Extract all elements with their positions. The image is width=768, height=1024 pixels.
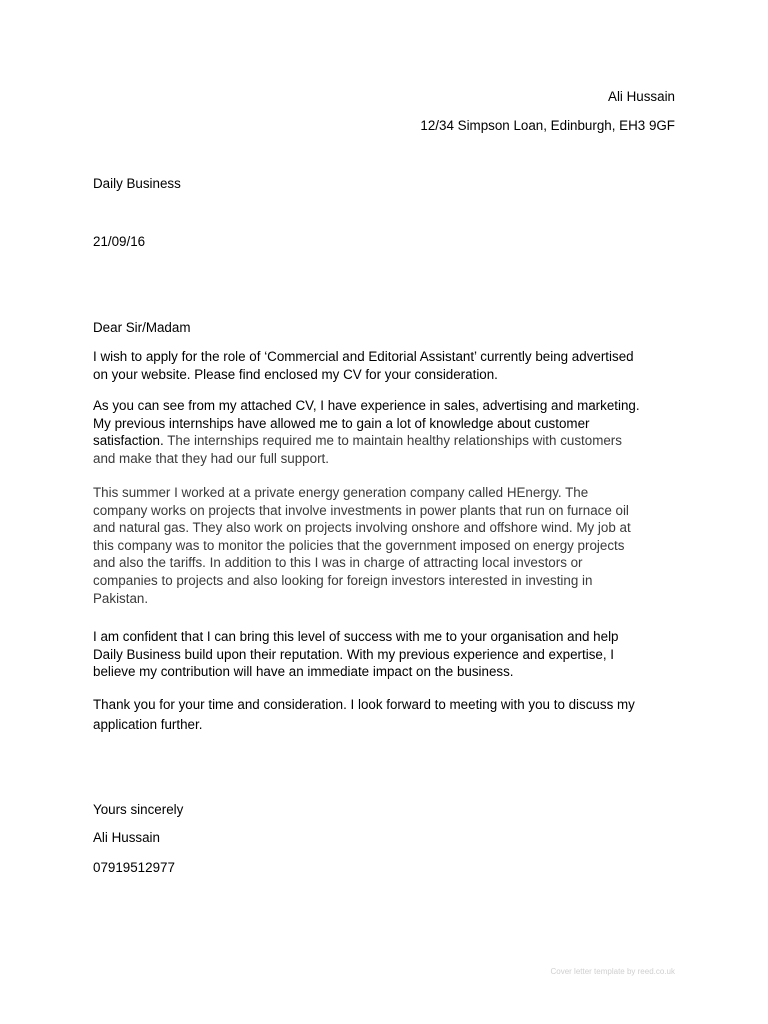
paragraph-line: satisfaction. [93, 433, 164, 449]
paragraph-line-mixed [93, 432, 683, 450]
paragraph-line: This summer I worked at a private energy generation company called HEnergy. The [93, 485, 589, 500]
paragraph-line: I am confident that I can bring this level of success with me to your organisation and help [93, 629, 619, 644]
paragraph-line: Daily Business build upon their reputation. With my previous experience and expertise, I [93, 646, 615, 662]
paragraph-line: company works on projects that involve investments in power plants that run on furnace oil [93, 502, 629, 518]
salutation: Dear Sir/Madam [93, 320, 191, 335]
paragraph-1 [93, 348, 683, 383]
paragraph-line: and natural gas. They also work on projects involving onshore and offshore wind. My job at [93, 520, 631, 536]
paragraph-2 [93, 397, 683, 467]
paragraph-line: and also the tariffs. In addition to this I was in charge of attracting local investors or [93, 555, 583, 571]
recipient-company: Daily Business [93, 176, 181, 191]
paragraph-line: Thank you for your time and consideration. I look forward to meeting with you to discuss my [93, 697, 635, 712]
paragraph-line: Pakistan. [93, 590, 149, 606]
paragraph-line: The internships required me to maintain healthy relationships with customers [167, 433, 622, 449]
closing-signoff: Yours sincerely [93, 802, 184, 817]
paragraph-line: My previous internships have allowed me to gain a lot of knowledge about customer [93, 415, 590, 431]
sender-address: 12/34 Simpson Loan, Edinburgh, EH3 9GF [420, 118, 675, 133]
letter-date: 21/09/16 [93, 234, 146, 249]
closing-name: Ali Hussain [93, 830, 160, 845]
paragraph-5 [93, 694, 683, 734]
paragraph-4 [93, 628, 683, 681]
sender-name: Ali Hussain [608, 89, 675, 104]
paragraph-3 [93, 484, 683, 607]
closing-phone: 07919512977 [93, 860, 175, 875]
paragraph-line: I wish to apply for the role of ‘Commercial and Editorial Assistant’ currently being advertised [93, 349, 634, 364]
paragraph-line: this company was to monitor the policies that the government imposed on energy projects [93, 537, 625, 553]
paragraph-line: on your website. Please find enclosed my CV for your consideration. [93, 366, 498, 382]
paragraph-line: and make that they had our full support. [93, 450, 329, 466]
paragraph-line: companies to projects and also looking for foreign investors interested in investing in [93, 572, 593, 588]
paragraph-line: As you can see from my attached CV, I have experience in sales, advertising and marketing. [93, 398, 640, 413]
paragraph-line: application further. [93, 717, 203, 732]
paragraph-line: believe my contribution will have an immediate impact on the business. [93, 664, 514, 680]
footer-credit: Cover letter template by reed.co.uk [550, 967, 675, 976]
